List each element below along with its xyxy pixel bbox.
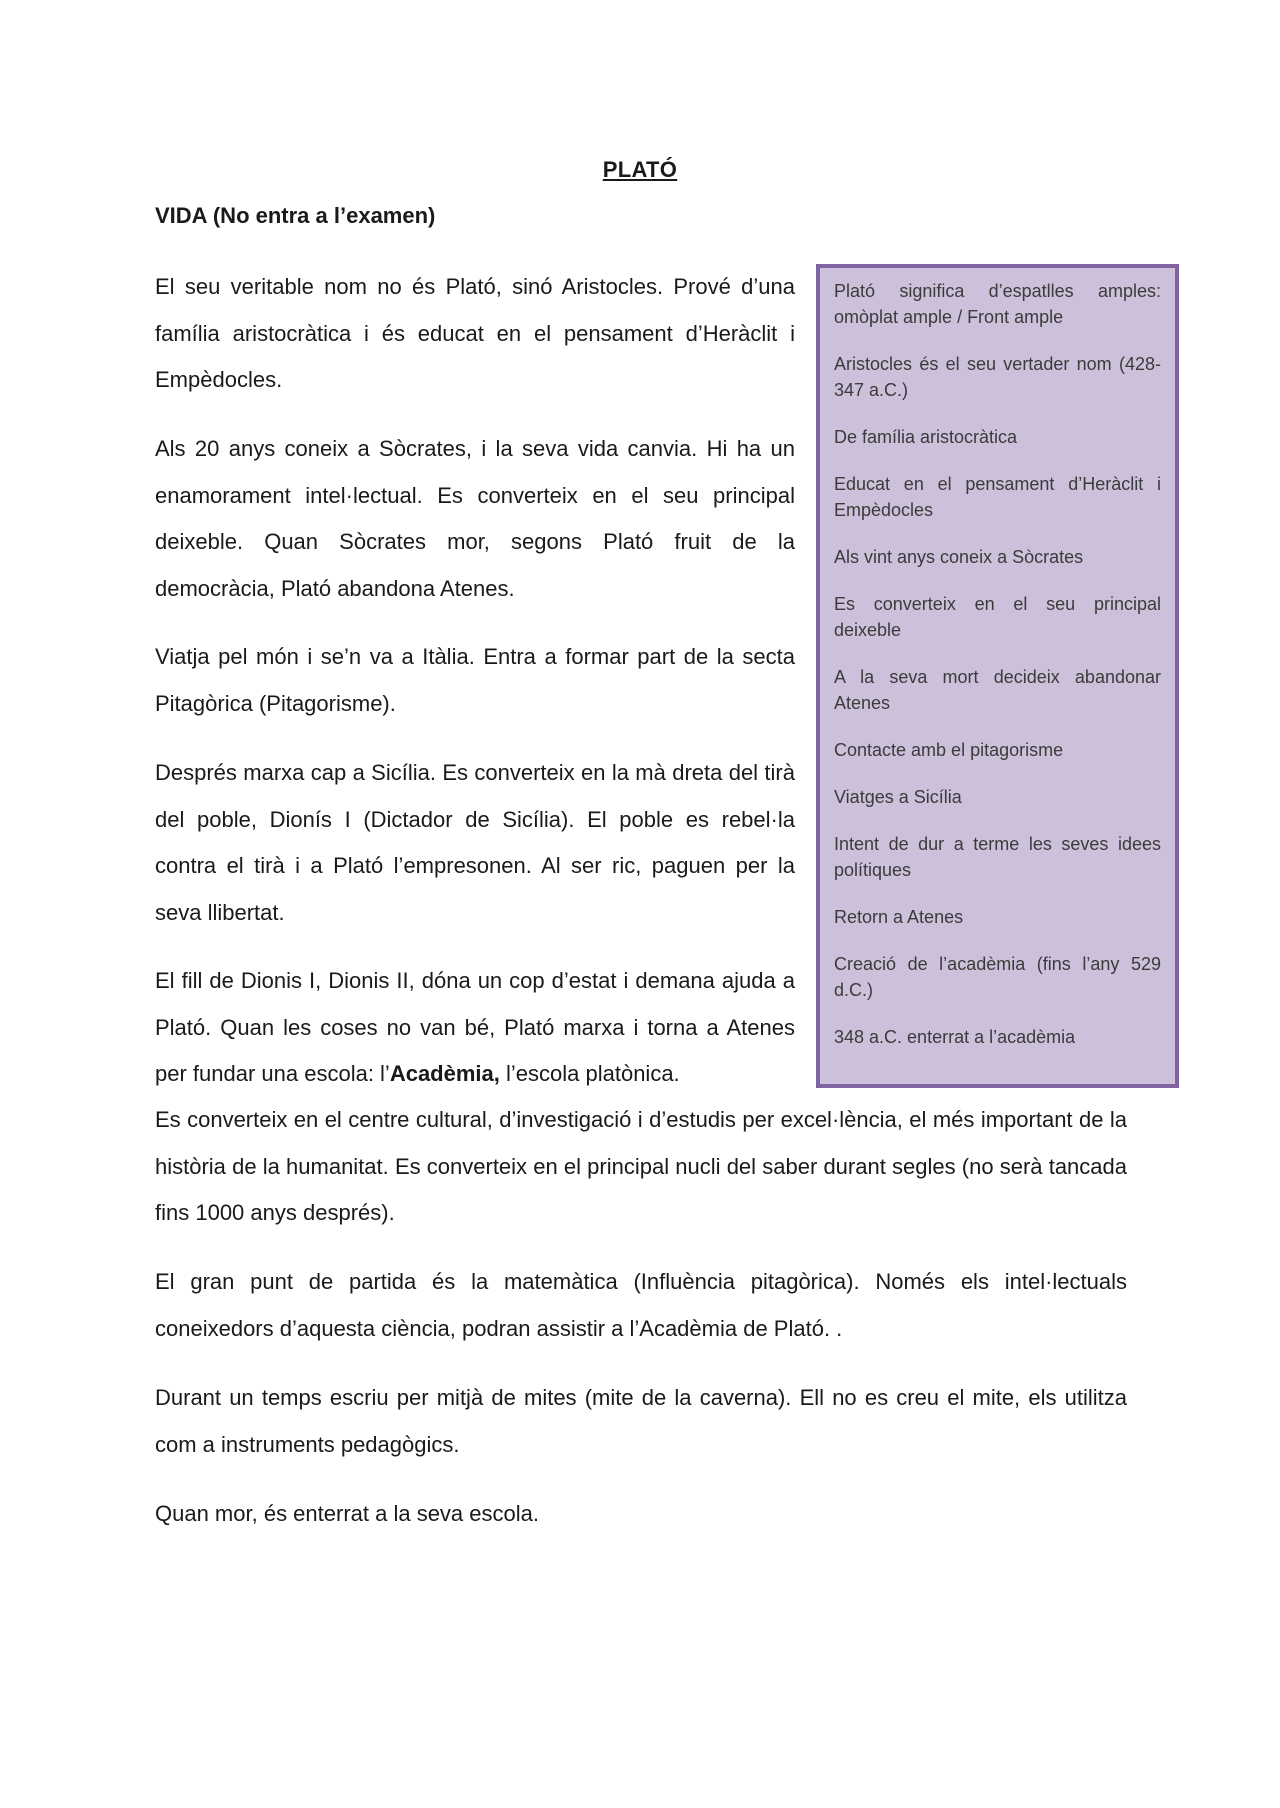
summary-item: Creació de l’acadèmia (fins l’any 529 d.C.) [834, 954, 1161, 1000]
paragraph-myths: Durant un temps escriu per mitjà de mites (mite de la caverna). Ell no es creu el mite, els utilitza com a instruments pedagògics. [155, 1385, 1127, 1457]
summary-item: Als vint anys coneix a Sòcrates [834, 547, 1084, 567]
summary-item: Aristocles és el seu vertader nom (428-347 a.C.) [834, 354, 1161, 400]
paragraph-italy: Viatja pel món i se’n va a Itàlia. Entra a formar part de la secta Pitagòrica (Pitagorisme). [155, 644, 795, 716]
summary-item: Contacte amb el pitagorisme [834, 740, 1064, 760]
paragraph-socrates: Als 20 anys coneix a Sòcrates, i la seva vida canvia. Hi ha un enamorament intel·lectual. Es converteix en el seu principal deixeble. Quan Sòcrates mor, segons Plató fruit de la democràcia, Plató abandona Atenes. [155, 436, 795, 601]
paragraph-name-origin: El seu veritable nom no és Plató, sinó Aristocles. Prové d’una família aristocràtica i és educat en el pensament d’Heràclit i Empèdocles. [155, 274, 795, 392]
summary-item: Viatges a Sicília [834, 787, 962, 807]
summary-item: Es converteix en el seu principal deixeble [834, 594, 1161, 640]
summary-item: Educat en el pensament d’Heràclit i Empèdocles [834, 474, 1161, 520]
section-heading: VIDA (No entra a l’examen) [155, 203, 436, 228]
paragraph-mathematics: El gran punt de partida és la matemàtica (Influència pitagòrica). Només els intel·lectuals coneixedors d’aquesta ciència, podran assistir a l’Acadèmia de Plató. . [155, 1269, 1127, 1341]
paragraph-academy [155, 958, 795, 1098]
document-title: PLATÓ [602, 157, 678, 182]
summary-item: De família aristocràtica [834, 427, 1018, 447]
summary-item: Retorn a Atenes [834, 907, 964, 927]
paragraph-sicily: Després marxa cap a Sicília. Es converteix en la mà dreta del tirà del poble, Dionís I (Dictador de Sicília). El poble es rebel·la contra el tirà i a Plató l’empresonen. Al ser ric, paguen per la seva llibertat. [155, 760, 795, 925]
summary-item: Intent de dur a terme les seves idees polítiques [834, 834, 1161, 880]
academy-term: Acadèmia, [389, 1061, 500, 1086]
summary-item: A la seva mort decideix abandonar Atenes [834, 667, 1161, 713]
paragraph-academy-end: l’escola platònica. [499, 1061, 680, 1086]
paragraph-death: Quan mor, és enterrat a la seva escola. [155, 1501, 539, 1526]
paragraph-academy-text: El fill de Dionis I, Dionis II, dóna un cop d’estat i demana ajuda a Plató. Quan les coses no van bé, Plató marxa i torna a Atenes per fundar una escola: l’ [155, 968, 795, 1086]
summary-box [816, 264, 1179, 1088]
paragraph-academy-continued: Es converteix en el centre cultural, d’investigació i d’estudis per excel·lència, el més important de la història de la humanitat. Es converteix en el principal nucli del saber durant segles (no serà tancada fins 1000 anys després). [155, 1107, 1127, 1225]
summary-item: 348 a.C. enterrat a l’acadèmia [834, 1027, 1076, 1047]
summary-item: Plató significa d’espatlles amples: omòplat ample / Front ample [834, 281, 1161, 327]
